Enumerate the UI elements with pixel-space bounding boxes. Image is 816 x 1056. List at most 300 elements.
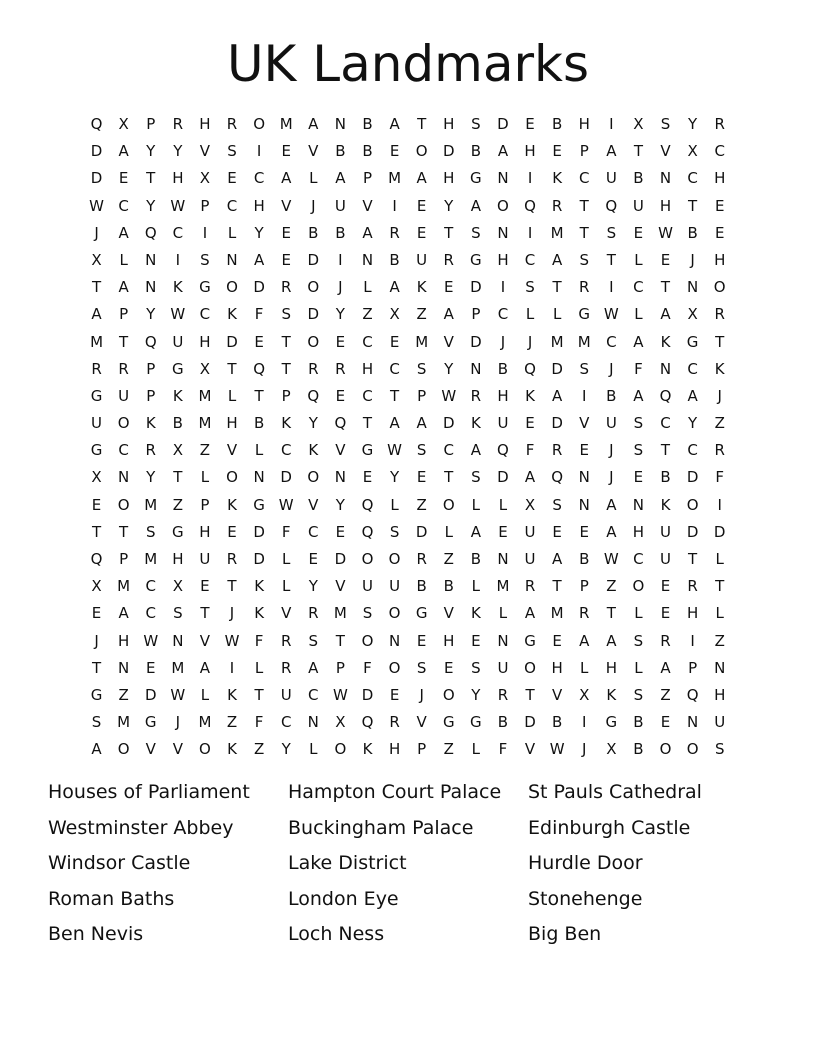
grid-letter: A xyxy=(552,386,563,405)
grid-letter: H xyxy=(714,685,726,704)
grid-letter: D xyxy=(551,359,563,378)
grid-letter: C xyxy=(660,414,671,433)
grid-letter: J xyxy=(175,713,181,732)
page-title: UK Landmarks xyxy=(226,35,590,93)
grid-letter: Q xyxy=(144,332,157,351)
grid-letter: Z xyxy=(443,550,454,568)
grid-letter: J xyxy=(609,468,614,487)
grid-letter: C xyxy=(280,441,292,460)
grid-letter: D xyxy=(686,522,699,541)
grid-letter: X xyxy=(91,468,102,487)
grid-letter: A xyxy=(91,305,102,324)
grid-letter: E xyxy=(91,495,102,514)
grid-letter: P xyxy=(200,196,210,215)
grid-letter: O xyxy=(415,142,428,161)
grid-letter: E xyxy=(552,522,562,541)
grid-letter: L xyxy=(309,740,318,759)
word-list-item: Big Ben xyxy=(528,923,602,945)
grid-letter: Z xyxy=(362,305,373,324)
grid-letter: I xyxy=(229,658,235,677)
grid-letter: L xyxy=(254,441,264,460)
grid-letter: G xyxy=(199,278,211,297)
grid-letter: P xyxy=(579,142,589,161)
grid-letter: S xyxy=(281,305,291,324)
grid-letter: C xyxy=(633,278,644,297)
grid-letter: M xyxy=(171,658,185,677)
grid-letter: L xyxy=(227,223,237,242)
grid-letter: E xyxy=(389,685,400,704)
grid-letter: M xyxy=(144,495,158,514)
grid-letter: T xyxy=(552,278,562,297)
grid-letter: D xyxy=(253,278,265,297)
grid-letter: E xyxy=(281,250,291,269)
grid-row xyxy=(83,655,733,682)
grid-letter: G xyxy=(470,713,482,732)
grid-letter: Y xyxy=(281,740,291,759)
grid-letter: T xyxy=(417,115,427,133)
grid-letter: U xyxy=(118,386,130,405)
grid-letter: H xyxy=(714,250,726,269)
grid-letter: C xyxy=(118,441,129,460)
grid-letter: W xyxy=(332,685,348,704)
grid-letter: W xyxy=(143,631,159,650)
grid-letter: D xyxy=(524,713,536,732)
grid-letter: D xyxy=(361,685,374,704)
grid-letter: T xyxy=(389,386,400,405)
grid-letter: T xyxy=(444,223,454,242)
grid-letter: F xyxy=(498,740,508,759)
grid-row xyxy=(83,600,733,627)
grid-letter: X xyxy=(389,305,400,324)
grid-letter: R xyxy=(389,223,400,242)
grid-letter: T xyxy=(281,359,291,378)
grid-letter: E xyxy=(714,196,725,215)
grid-letter: F xyxy=(634,359,643,378)
grid-letter: P xyxy=(417,740,427,759)
grid-letter: E xyxy=(471,631,481,650)
grid-letter: E xyxy=(552,142,562,161)
grid-letter: E xyxy=(660,604,671,623)
grid-letter: Y xyxy=(146,196,156,215)
grid-letter: O xyxy=(388,550,401,568)
grid-letter: P xyxy=(200,495,210,514)
grid-letter: R xyxy=(280,278,292,297)
grid-letter: C xyxy=(497,305,509,324)
grid-letter: H xyxy=(388,740,401,759)
grid-letter: R xyxy=(308,359,319,378)
grid-letter: X xyxy=(172,577,183,596)
grid-letter: C xyxy=(172,223,184,242)
grid-letter: X xyxy=(579,685,590,704)
grid-letter: T xyxy=(227,577,237,596)
grid-letter: B xyxy=(416,577,427,596)
grid-letter: O xyxy=(524,658,536,677)
grid-letter: H xyxy=(497,386,509,405)
grid-letter: D xyxy=(442,142,455,161)
grid-letter: S xyxy=(579,359,589,378)
grid-letter: U xyxy=(91,414,103,433)
grid-letter: O xyxy=(226,278,238,297)
grid-letter: P xyxy=(579,577,589,596)
grid-letter: O xyxy=(361,550,374,568)
grid-letter: H xyxy=(524,142,536,161)
grid-letter: G xyxy=(172,359,184,378)
grid-letter: F xyxy=(363,658,372,677)
grid-letter: B xyxy=(633,169,644,188)
grid-letter: N xyxy=(253,468,265,487)
grid-letter: K xyxy=(660,332,671,351)
grid-letter: R xyxy=(308,604,319,623)
grid-letter: U xyxy=(172,332,184,351)
grid-letter: U xyxy=(632,196,644,215)
grid-letter: I xyxy=(609,278,614,297)
word-list-item: Hampton Court Palace xyxy=(288,781,502,803)
grid-letter: X xyxy=(91,577,102,596)
grid-letter: R xyxy=(416,550,427,568)
grid-letter: T xyxy=(579,196,589,215)
grid-letter: A xyxy=(633,386,644,405)
grid-letter: S xyxy=(606,223,617,242)
grid-letter: J xyxy=(311,196,316,215)
grid-letter: H xyxy=(443,631,455,650)
grid-letter: U xyxy=(497,658,509,677)
grid-letter: A xyxy=(335,169,346,188)
grid-letter: G xyxy=(470,250,482,269)
grid-letter: S xyxy=(308,631,319,650)
grid-letter: V xyxy=(145,740,156,759)
grid-letter: J xyxy=(94,631,99,650)
grid-letter: A xyxy=(91,740,102,759)
grid-letter: N xyxy=(145,250,157,269)
grid-letter: R xyxy=(551,441,563,460)
grid-letter: Y xyxy=(173,142,183,161)
grid-letter: Y xyxy=(688,414,698,433)
grid-letter: G xyxy=(90,441,103,460)
grid-letter: Z xyxy=(199,441,211,460)
grid-letter: V xyxy=(335,441,346,460)
grid-letter: S xyxy=(471,115,481,133)
grid-letter: P xyxy=(146,386,156,405)
grid-letter: Y xyxy=(444,359,454,378)
grid-letter: M xyxy=(550,332,564,351)
grid-letter: M xyxy=(198,713,212,732)
grid-letter: K xyxy=(227,495,237,514)
grid-letter: H xyxy=(497,250,509,269)
grid-letter: G xyxy=(470,169,482,188)
grid-letter: E xyxy=(498,522,508,541)
grid-letter: E xyxy=(660,577,671,596)
grid-letter: K xyxy=(145,414,156,433)
grid-letter: N xyxy=(172,631,184,650)
grid-letter: T xyxy=(91,658,102,677)
grid-letter: H xyxy=(659,196,672,215)
grid-letter: Q xyxy=(361,522,374,541)
grid-letter: W xyxy=(170,685,186,704)
grid-letter: S xyxy=(633,685,644,704)
grid-letter: L xyxy=(227,386,237,405)
grid-letter: Z xyxy=(416,495,427,514)
grid-letter: R xyxy=(497,685,509,704)
grid-row xyxy=(83,220,733,247)
grid-letter: C xyxy=(633,550,644,568)
grid-letter: X xyxy=(524,495,536,514)
grid-letter: E xyxy=(633,468,644,487)
grid-letter: U xyxy=(660,550,671,568)
grid-letter: C xyxy=(578,169,590,188)
grid-letter: W xyxy=(224,631,240,650)
grid-letter: L xyxy=(200,468,210,487)
grid-letter: C xyxy=(280,713,292,732)
grid-letter: A xyxy=(497,142,509,161)
word-list-item: Roman Baths xyxy=(48,887,175,910)
grid-letter: B xyxy=(660,468,671,487)
grid-letter: U xyxy=(389,577,401,596)
grid-letter: Y xyxy=(389,468,400,487)
grid-letter: L xyxy=(390,495,399,514)
grid-letter: V xyxy=(281,604,292,623)
grid-letter: O xyxy=(117,495,130,514)
grid-letter: N xyxy=(632,495,645,514)
grid-letter: L xyxy=(634,305,643,324)
grid-letter: O xyxy=(442,495,455,514)
grid-letter: E xyxy=(335,522,346,541)
grid-letter: W xyxy=(89,196,104,215)
grid-letter: N xyxy=(388,631,401,650)
grid-letter: H xyxy=(118,631,130,650)
grid-letter: E xyxy=(552,631,562,650)
grid-row xyxy=(83,492,733,519)
grid-letter: Z xyxy=(714,414,725,433)
grid-letter: E xyxy=(416,631,427,650)
grid-letter: C xyxy=(145,604,156,623)
grid-letter: T xyxy=(119,332,129,351)
grid-letter: T xyxy=(444,468,454,487)
grid-letter: Q xyxy=(361,495,374,514)
grid-letter: O xyxy=(199,740,211,759)
grid-letter: O xyxy=(307,332,320,351)
grid-letter: R xyxy=(579,278,590,297)
grid-letter: A xyxy=(308,658,319,677)
grid-letter: R xyxy=(714,305,725,324)
grid-letter: G xyxy=(90,386,103,405)
grid-letter: H xyxy=(361,359,374,378)
grid-letter: R xyxy=(226,115,238,133)
grid-letter: D xyxy=(497,468,509,487)
grid-letter: T xyxy=(254,386,264,405)
grid-letter: K xyxy=(470,414,481,433)
grid-letter: A xyxy=(660,658,671,677)
grid-letter: S xyxy=(389,522,400,541)
word-list-item: Ben Nevis xyxy=(48,923,144,945)
grid-letter: Y xyxy=(688,115,698,133)
grid-letter: A xyxy=(308,115,319,133)
grid-letter: Q xyxy=(144,223,157,242)
grid-letter: R xyxy=(280,658,292,677)
grid-letter: N xyxy=(578,468,590,487)
grid-letter: T xyxy=(688,550,698,568)
grid-letter: R xyxy=(551,196,563,215)
grid-letter: K xyxy=(254,577,265,596)
grid-letter: S xyxy=(633,631,644,650)
grid-letter: G xyxy=(90,685,103,704)
grid-letter: L xyxy=(444,522,453,541)
grid-letter: K xyxy=(552,169,563,188)
grid-letter: N xyxy=(497,223,509,242)
grid-letter: B xyxy=(551,713,563,732)
grid-letter: B xyxy=(606,386,617,405)
grid-letter: D xyxy=(226,332,238,351)
grid-letter: M xyxy=(117,713,131,732)
grid-letter: H xyxy=(632,522,645,541)
grid-letter: H xyxy=(551,658,563,677)
grid-letter: E xyxy=(525,115,535,133)
grid-letter: E xyxy=(660,250,671,269)
grid-letter: A xyxy=(606,522,617,541)
grid-row xyxy=(83,329,733,356)
grid-letter: Z xyxy=(416,305,427,324)
grid-row xyxy=(83,437,733,464)
grid-letter: K xyxy=(254,604,265,623)
grid-letter: U xyxy=(280,685,292,704)
grid-letter: X xyxy=(199,359,211,378)
grid-letter: K xyxy=(308,441,319,460)
grid-letter: N xyxy=(361,250,374,269)
grid-letter: C xyxy=(362,386,373,405)
word-list-item: Lake District xyxy=(288,852,407,874)
grid-letter: A xyxy=(579,631,590,650)
grid-letter: N xyxy=(686,713,699,732)
grid-letter: R xyxy=(687,577,698,596)
grid-letter: R xyxy=(145,441,156,460)
grid-row xyxy=(83,628,733,655)
grid-letter: T xyxy=(254,685,264,704)
word-list-item: Windsor Castle xyxy=(48,852,191,874)
grid-letter: S xyxy=(91,713,102,732)
grid-letter: D xyxy=(442,414,455,433)
grid-letter: C xyxy=(524,250,536,269)
grid-letter: U xyxy=(714,713,726,732)
grid-letter: W xyxy=(278,495,294,514)
grid-letter: A xyxy=(118,278,129,297)
grid-letter: Z xyxy=(660,685,671,704)
grid-letter: M xyxy=(550,604,564,623)
grid-letter: M xyxy=(144,550,158,568)
grid-letter: S xyxy=(173,604,183,623)
grid-row xyxy=(83,546,733,573)
grid-letter: R xyxy=(443,250,454,269)
grid-letter: S xyxy=(145,522,156,541)
grid-letter: F xyxy=(254,631,264,650)
grid-letter: C xyxy=(308,522,319,541)
grid-letter: N xyxy=(470,359,482,378)
grid-letter: X xyxy=(91,250,102,269)
grid-letter: E xyxy=(660,713,671,732)
grid-letter: N xyxy=(145,278,157,297)
grid-letter: Y xyxy=(254,223,264,242)
grid-letter: R xyxy=(714,115,725,133)
grid-letter: J xyxy=(419,685,424,704)
grid-letter: Q xyxy=(90,550,103,568)
grid-letter: Z xyxy=(118,685,129,704)
grid-letter: K xyxy=(714,359,725,378)
grid-letter: S xyxy=(471,223,481,242)
grid-letter: D xyxy=(144,685,157,704)
grid-letter: A xyxy=(660,305,671,324)
grid-letter: S xyxy=(471,658,481,677)
word-list-item: Buckingham Palace xyxy=(288,816,474,839)
grid-letter: B xyxy=(443,577,454,596)
grid-letter: H xyxy=(443,115,455,133)
grid-letter: N xyxy=(334,115,346,133)
grid-letter: L xyxy=(471,495,481,514)
grid-letter: O xyxy=(334,740,347,759)
grid-letter: Z xyxy=(443,740,454,759)
grid-letter: N xyxy=(334,468,346,487)
grid-letter: A xyxy=(524,468,536,487)
grid-letter: M xyxy=(496,577,510,596)
grid-row xyxy=(83,111,733,138)
grid-letter: G xyxy=(524,631,536,650)
grid-letter: I xyxy=(175,250,181,269)
grid-letter: I xyxy=(338,250,343,269)
grid-letter: A xyxy=(606,495,617,514)
grid-letter: E xyxy=(200,577,210,596)
grid-letter: S xyxy=(471,468,481,487)
grid-row xyxy=(83,165,733,192)
grid-letter: N xyxy=(714,658,726,677)
grid-letter: E xyxy=(335,332,346,351)
grid-letter: G xyxy=(415,604,428,623)
grid-letter: I xyxy=(717,495,722,514)
grid-letter: A xyxy=(389,414,400,433)
grid-letter: S xyxy=(525,278,535,297)
grid-letter: X xyxy=(606,740,617,759)
grid-letter: Y xyxy=(444,196,454,215)
grid-letter: X xyxy=(335,713,346,732)
grid-letter: C xyxy=(714,142,725,161)
grid-letter: O xyxy=(361,631,374,650)
grid-letter: H xyxy=(253,196,265,215)
grid-row xyxy=(83,356,733,383)
grid-letter: A xyxy=(552,250,563,269)
grid-letter: T xyxy=(91,278,102,297)
grid-letter: P xyxy=(471,305,481,324)
grid-letter: A xyxy=(253,250,265,269)
grid-letter: T xyxy=(281,332,291,351)
grid-letter: N xyxy=(578,495,590,514)
grid-letter: L xyxy=(309,169,318,188)
grid-letter: Y xyxy=(335,495,345,514)
grid-letter: C xyxy=(226,196,238,215)
grid-letter: M xyxy=(279,115,293,133)
grid-letter: W xyxy=(549,740,565,759)
grid-letter: V xyxy=(199,142,211,161)
grid-letter: N xyxy=(497,169,509,188)
grid-letter: C xyxy=(687,441,698,460)
grid-letter: Q xyxy=(524,196,536,215)
grid-letter: T xyxy=(362,414,373,433)
grid-letter: L xyxy=(498,495,508,514)
grid-row xyxy=(83,410,733,437)
grid-letter: J xyxy=(609,441,614,460)
grid-letter: S xyxy=(660,115,671,133)
grid-letter: K xyxy=(172,386,183,405)
grid-letter: B xyxy=(579,550,590,568)
grid-letter: U xyxy=(660,522,671,541)
grid-letter: O xyxy=(713,278,726,297)
grid-letter: V xyxy=(524,740,536,759)
grid-letter: X xyxy=(199,169,211,188)
